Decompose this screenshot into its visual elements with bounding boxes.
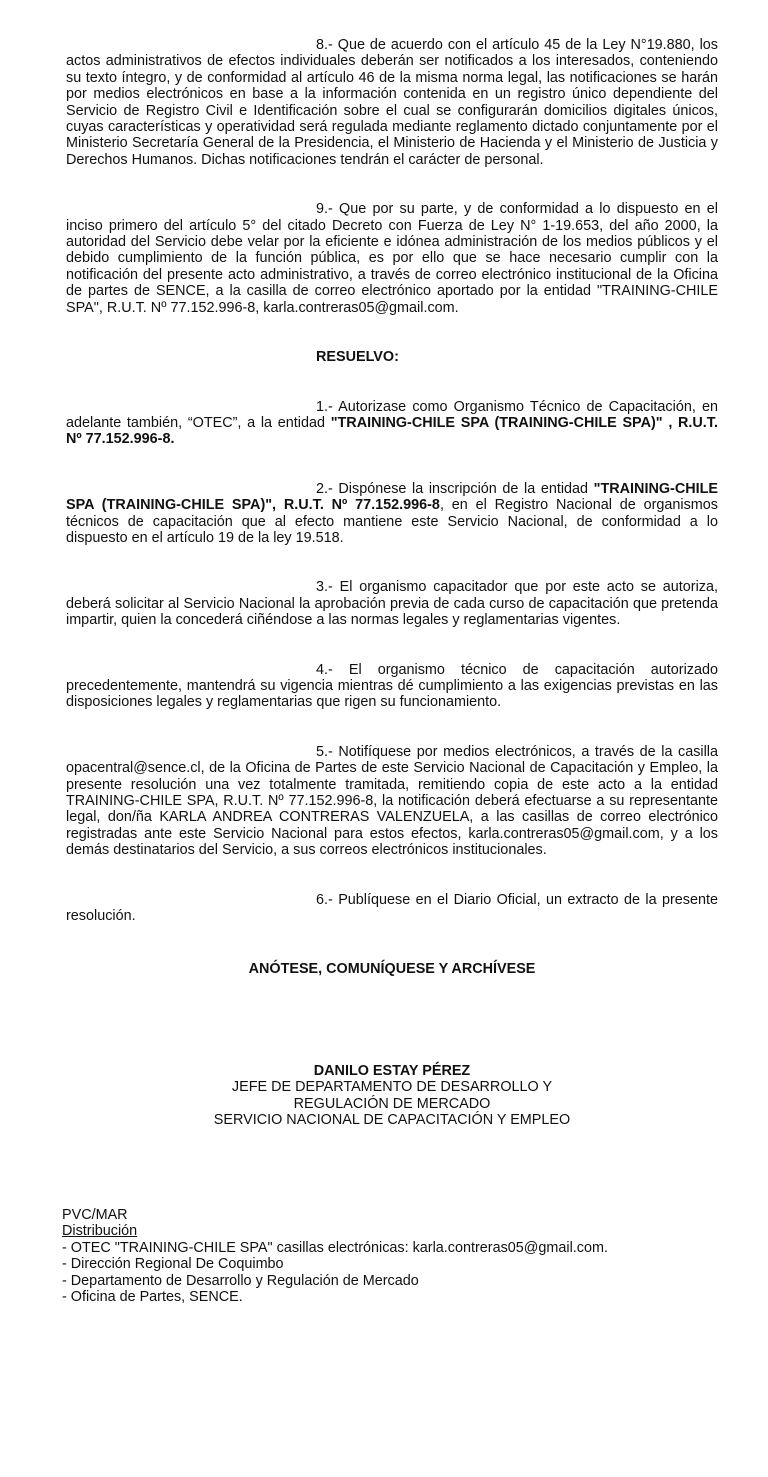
resuelvo-heading: RESUELVO: bbox=[316, 349, 399, 366]
resuelvo-5-text: Notifíquese por medios electrónicos, a través de la casilla opacentral@sence.cl, de la Oficina de Partes de este Servicio Nacional de Capacitación y Empleo, la presente resolución una vez totalmente tramitada, remitiendo copia de este acto a la entidad TRAINING-CHILE SPA, R.U.T. Nº 77.152.996-8, la notificación deberá efectuarse a su representante legal, don/ña KARLA ANDREA CONTRERAS VALENZUELA, a las casillas de correo electrónico registradas ante este Servicio Nacional para estos efectos, karla.contreras05@gmail.com, y a los demás destinatarios del Servicio, a sus correos electrónicos institucionales. bbox=[66, 743, 718, 859]
resuelvo-1-number: 1.- bbox=[316, 398, 333, 415]
resuelvo-4 bbox=[66, 662, 718, 711]
distribution-item: - OTEC "TRAINING-CHILE SPA" casillas electrónicas: karla.contreras05@gmail.com. bbox=[62, 1239, 608, 1256]
resuelvo-1-entity: "TRAINING-CHILE SPA (TRAINING-CHILE SPA)" , R.U.T. Nº 77.152.996-8. bbox=[66, 414, 719, 448]
resuelvo-3-text: El organismo capacitador que por este acto se autoriza, deberá solicitar al Servicio Nacional la aprobación previa de cada curso de capacitación que pretenda impartir, quien la concederá ciñéndose a las normas legales y reglamentarias vigentes. bbox=[66, 579, 718, 629]
resuelvo-4-text: El organismo técnico de capacitación autorizado precedentemente, mantendrá su vigencia mientras dé cumplimiento a las exigencias previstas en las disposiciones legales y reglamentarias que rigen su funcionamiento. bbox=[66, 661, 719, 711]
resuelvo-6-text: Publíquese en el Diario Oficial, un extracto de la presente resolución. bbox=[66, 891, 718, 925]
distribution-footer bbox=[62, 1207, 608, 1305]
resuelvo-2-entity: "TRAINING-CHILE SPA (TRAINING-CHILE SPA)", R.U.T. Nº 77.152.996-8 bbox=[66, 480, 718, 514]
resuelvo-6 bbox=[66, 892, 718, 925]
signatory-name: DANILO ESTAY PÉREZ bbox=[313, 1063, 471, 1079]
considerando-9-number: 9.- bbox=[316, 201, 333, 218]
distribution-item: - Dirección Regional De Coquimbo bbox=[62, 1256, 284, 1273]
considerando-9-text: Que por su parte, y de conformidad a lo dispuesto en el inciso primero del artículo 5° del citado Decreto con Fuerza de Ley N° 1-19.653, del año 2000, la autoridad del Servicio debe velar por la eficiente e idónea administración de los medios públicos y el debido cumplimiento de la función pública, es por ello que se hace necesario cumplir con la notificación del presente acto administrativo, a través de correo electrónico institucional de la Oficina de partes de SENCE, a la casilla de correo electrónico aportado por la entidad "TRAINING-CHILE SPA", R.U.T. Nº 77.152.996-8, karla.contreras05@gmail.com. bbox=[66, 201, 718, 316]
closing-formula: ANÓTESE, COMUNÍQUESE Y ARCHÍVESE bbox=[248, 961, 536, 978]
resuelvo-6-number: 6.- bbox=[316, 891, 333, 908]
resuelvo-2-text-rest: , en el Registro Nacional de organismos técnicos de capacitación que al efecto mantiene este Servicio Nacional, de conformidad a lo dispuesto en el artículo 19 de la ley 19.518. bbox=[66, 497, 718, 546]
resuelvo-2 bbox=[66, 481, 718, 547]
signatory-title-line-1: JEFE DE DEPARTAMENTO DE DESARROLLO Y bbox=[231, 1079, 553, 1096]
resuelvo-1 bbox=[66, 399, 718, 448]
resuelvo-2-text: Dispónese la inscripción de la entidad bbox=[338, 480, 594, 497]
considerando-8 bbox=[66, 37, 718, 168]
considerando-9 bbox=[66, 201, 718, 316]
resuelvo-1-text: Autorizase como Organismo Técnico de Capacitación, en adelante también, “OTEC”, a la entidad bbox=[66, 398, 718, 431]
resuelvo-3 bbox=[66, 579, 718, 628]
considerando-8-number: 8.- bbox=[316, 37, 333, 53]
signature-block bbox=[66, 1063, 718, 1129]
distribution-title: Distribución bbox=[62, 1223, 138, 1240]
distribution-item: - Departamento de Desarrollo y Regulación de Mercado bbox=[62, 1272, 419, 1289]
document-body bbox=[66, 37, 718, 978]
distribution-item: - Oficina de Partes, SENCE. bbox=[62, 1289, 243, 1306]
signatory-title-line-3: SERVICIO NACIONAL DE CAPACITACIÓN Y EMPLEO bbox=[213, 1112, 571, 1129]
resuelvo-5 bbox=[66, 744, 718, 859]
resuelvo-4-number: 4.- bbox=[316, 661, 333, 678]
signatory-title-line-2: REGULACIÓN DE MERCADO bbox=[293, 1095, 491, 1112]
considerando-8-text: Que de acuerdo con el artículo 45 de la Ley N°19.880, los actos administrativos de efectos individuales deberán ser notificados a los interesados, conteniendo su texto íntegro, y de conformidad al artículo 46 de la misma norma legal, las notificaciones se harán por medios electrónicos en base a la información contenida en un registro único dependiente del Servicio de Registro Civil e Identificación sobre el cual se configurarán domicilios digitales únicos, cuyas características y operatividad será regulada mediante reglamento dictado conjuntamente por el Ministerio Secretaría General de la Presidencia, el Ministerio de Hacienda y el Ministerio de Justicia y Derechos Humanos. Dichas notificaciones tendrán el carácter de personal. bbox=[66, 37, 718, 168]
resuelvo-3-number: 3.- bbox=[316, 579, 333, 596]
initials: PVC/MAR bbox=[62, 1207, 128, 1223]
resuelvo-2-number: 2.- bbox=[316, 480, 333, 497]
resuelvo-5-number: 5.- bbox=[316, 743, 333, 760]
